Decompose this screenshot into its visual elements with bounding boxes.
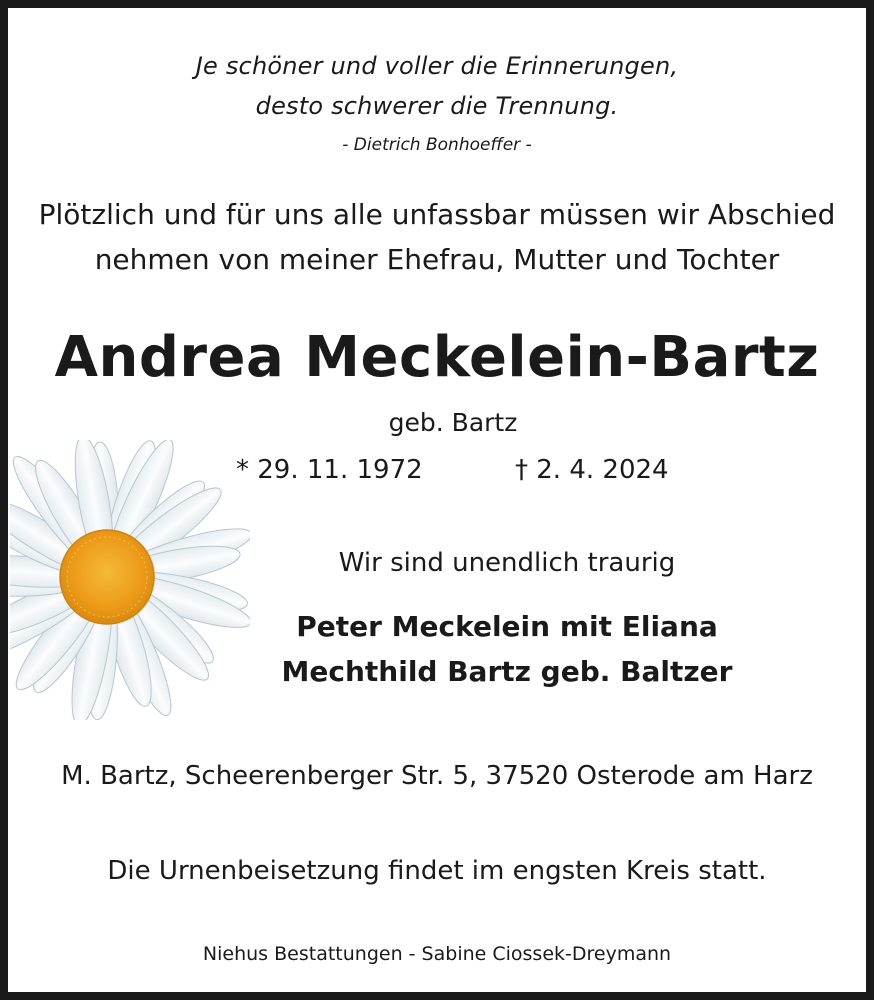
deceased-name: Andrea Meckelein-Bartz: [54, 325, 820, 390]
family-member-1: Peter Meckelein mit Eliana: [296, 610, 718, 643]
birth-name: geb. Bartz: [388, 408, 518, 437]
daisy-icon: [10, 440, 250, 720]
intro-line-1: Plötzlich und für uns alle unfassbar müssen wir Abschied: [38, 198, 836, 231]
funeral-note: Die Urnenbeisetzung findet im engsten Kreis statt.: [107, 856, 767, 886]
quote-author: - Dietrich Bonhoeffer -: [342, 135, 532, 155]
family-member-2: Mechthild Bartz geb. Baltzer: [281, 655, 733, 688]
death-date: † 2. 4. 2024: [515, 455, 669, 485]
mourning-statement: Wir sind unendlich traurig: [338, 548, 676, 578]
undertaker: Niehus Bestattungen - Sabine Ciossek-Dreymann: [202, 943, 672, 965]
quote-line-2: desto schwerer die Trennung.: [255, 92, 619, 120]
quote-line-1: Je schöner und voller die Erinnerungen,: [195, 52, 679, 80]
birth-date: * 29. 11. 1972: [236, 455, 423, 485]
contact-address: M. Bartz, Scheerenberger Str. 5, 37520 Osterode am Harz: [61, 761, 813, 791]
intro-line-2: nehmen von meiner Ehefrau, Mutter und Tochter: [94, 243, 780, 276]
